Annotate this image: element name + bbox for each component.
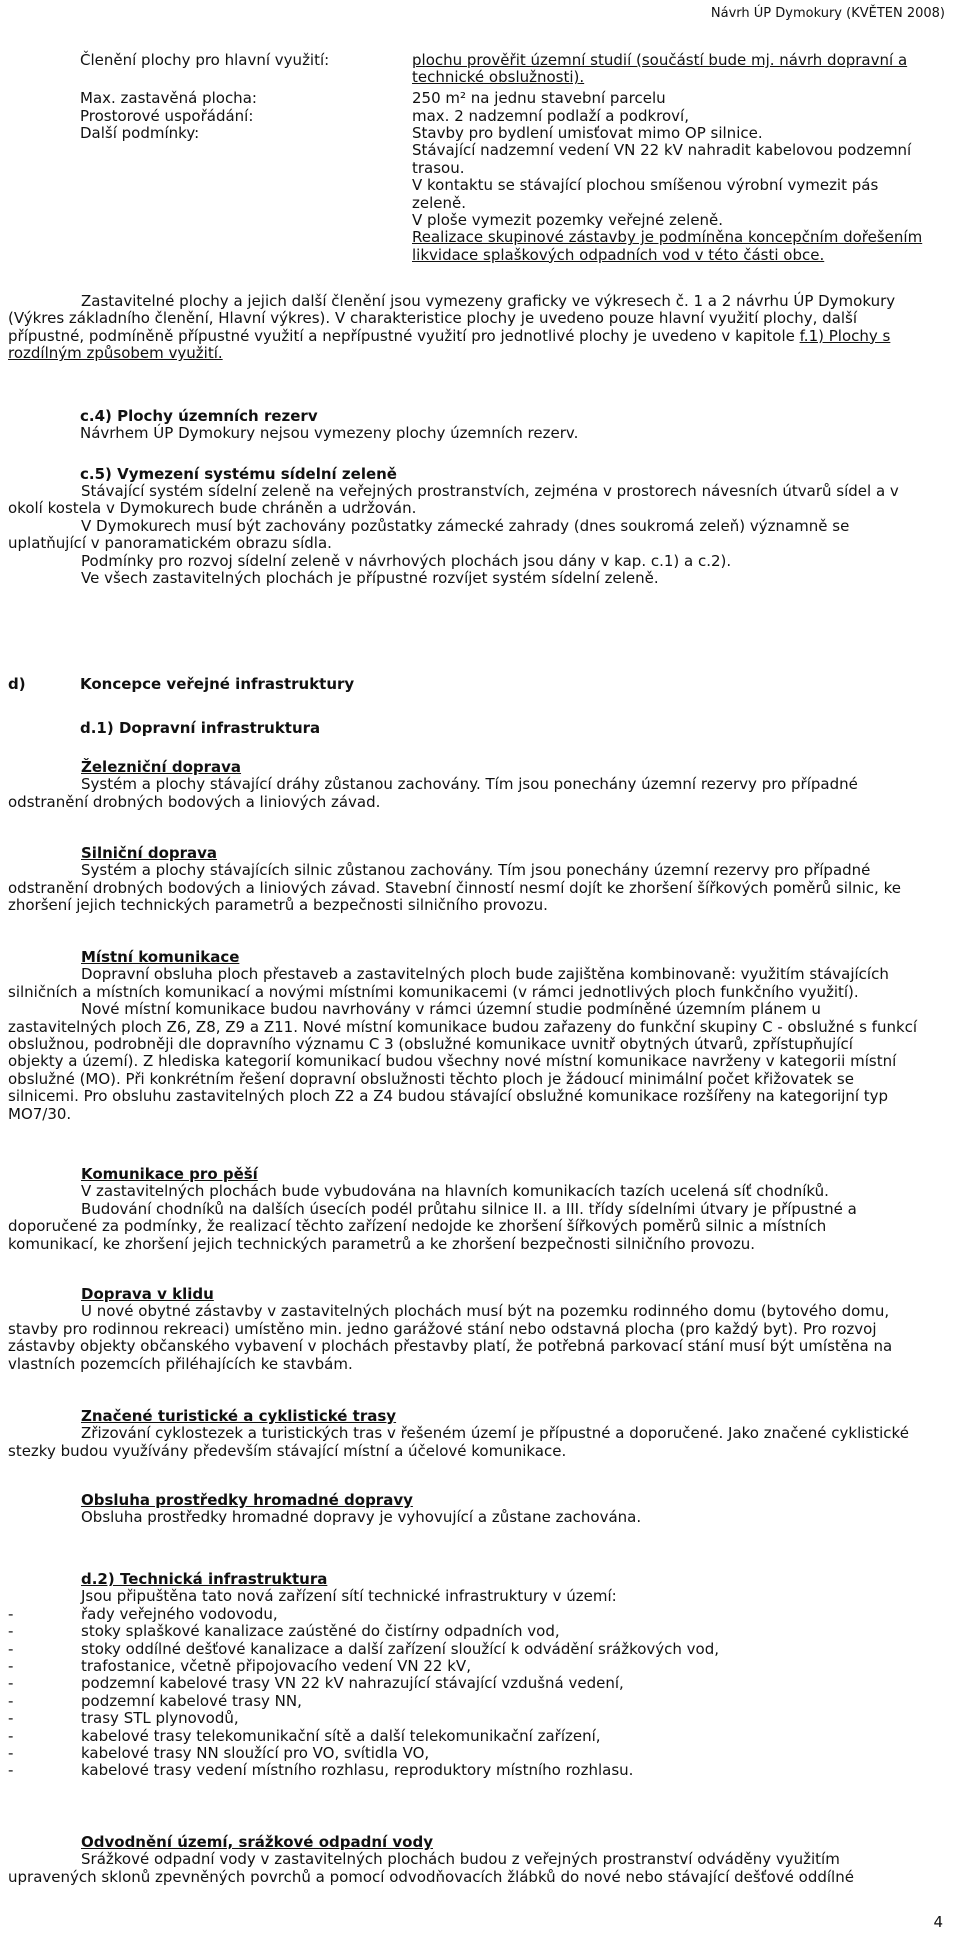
mistni-line: MO7/30. [8,1104,72,1123]
klid-block [8,1286,948,1373]
zastavitelne-line2: (Výkres základního členění, Hlavní výkres). V charakteristice plochy je uvedeno pouze hlavní využití plochy, další [8,309,858,328]
mistni-line: objekty a území). Z hlediska kategorií komunikací budou všechny nové místní komunikace navrženy v kategorii místní [8,1052,897,1071]
zastavitelne-paragraph [8,293,948,363]
pesi-block [8,1166,948,1253]
mistni-line: zastavitelných ploch Z6, Z8, Z9 a Z11. Nové místní komunikace budou zařazeny do funkční skupiny C - obslužné s funkcí [8,1017,918,1036]
subsection-title: Značené turistické a cyklistické trasy [81,1407,397,1425]
zeleznicni-line: odstranění drobných bodových a liniových závad. [8,792,381,811]
label-cleneni: Členění plochy pro hlavní využití: [80,51,330,69]
zastavitelne-line3 [8,328,948,345]
c5-line: Stávající systém sídelní zeleně na veřejných prostranstvích, zejména v prostorech návesních útvarů sídel a v [81,482,899,500]
silnicni-block [8,845,948,915]
zeleznicni-line: Systém a plochy stávající dráhy zůstanou zachovány. Tím jsou ponechány územní rezervy pro případné [81,775,858,794]
zastavitelne-line1: Zastavitelné plochy a jejich další členění jsou vymezeny graficky ve výkresech č. 1 a 2 návrhu ÚP Dymokury [81,292,896,310]
podminka-line: Stavby pro bydlení umisťovat mimo OP silnice. [412,124,763,142]
c5-line: Podmínky pro rozvoj sídelní zeleně v návrhových plochách jsou dány v kap. c.1) a c.2). [81,551,732,570]
list-item: - podzemní kabelové trasy VN 22 kV nahrazující stávající vzdušná vedení, [8,1675,948,1692]
c5-line: Ve všech zastavitelných plochách je přípustné rozvíjet systém sídelní zeleně. [81,569,659,588]
subsection-title: Komunikace pro pěší [81,1165,258,1183]
subsection-title: Silniční doprava [81,844,218,862]
label-prostorove: Prostorové uspořádání: [80,107,254,125]
page-number: 4 [933,1913,943,1931]
c5-line: okolí kostela v Dymokurech bude chráněn a udržován. [8,499,417,518]
silnicni-line: Systém a plochy stávajících silnic zůstanou zachovány. Tím jsou ponechány územní rezervy pro případné [81,861,871,880]
list-item: - řady veřejného vodovodu, [8,1606,948,1623]
klid-line: zástavby objekty občanského vybavení v plochách přestavby platí, že potřebná parkovací stání musí být umístěna na [8,1337,893,1356]
section-c5-body [8,483,948,587]
section-d2 [8,1571,948,1780]
list-item: - stoky splaškové kanalizace zaústěné do čistírny odpadních vod, [8,1623,948,1640]
mistni-block [8,949,948,1123]
mistni-line: Nové místní komunikace budou navrhovány v rámci územní studie podmíněné územním plánem u [81,1000,821,1019]
c5-line: uplatňující v panoramatickém obrazu sídla. [8,534,332,553]
kapitola-f1-link[interactable]: f.1) Plochy s [799,326,891,345]
hromadna-block [8,1492,948,1527]
zastavitelne-line4[interactable]: rozdílným způsobem využití. [8,344,223,363]
label-dalsi-podminky: Další podmínky: [80,124,200,142]
value-cleneni-line1: plochu prověřit územní studií (součástí bude mj. návrh dopravní a [412,51,908,69]
podminka-line: Stávající nadzemní vedení VN 22 kV nahradit kabelovou podzemní [412,141,912,160]
mistni-line: obslužnou, podrobněji dle dopravního významu C 3 (obslužné komunikace uvnitř obytných útvarů, zpřístupňující [8,1035,853,1054]
podminka-line: V kontaktu se stávající plochou smíšenou výrobní vymezit pás [412,176,879,195]
d2-intro: Jsou připuštěna tato nová zařízení sítí technické infrastruktury v území: [81,1587,617,1606]
c5-line: V Dymokurech musí být zachovány pozůstatky zámecké zahrady (dnes soukromá zeleň) významně se [81,516,850,535]
value-cleneni [412,52,952,87]
chapter-letter: d) [8,675,26,693]
subsection-title: Odvodnění území, srážkové odpadní vody [81,1833,433,1851]
podminka-line: trasou. [412,158,465,177]
mistni-line: obslužné (MO). Při konkrétním řešení dopravní obslužnosti těchto ploch je žádoucí minimální počet křižovatek se [8,1069,854,1088]
mistni-line: silničních a místních komunikací a novými místními komunikacemi (v rámci jednotlivých ploch funkčního využití). [8,982,859,1001]
list-item: - kabelové trasy telekomunikační sítě a další telekomunikační zařízení, [8,1728,948,1745]
odvodneni-line: upravených sklonů zpevněných povrchů a pomocí odvodňovacích žlábků do nové nebo stávající dešťové oddílné [8,1867,854,1886]
subsection-title: Železniční doprava [81,758,242,776]
mistni-line: silnicemi. Pro obsluhu zastavitelných ploch Z2 a Z4 budou stávající obslužné komunikace rozšířeny na kategorijní typ [8,1087,889,1106]
subsection-title: Obsluha prostředky hromadné dopravy [81,1491,413,1509]
turisticke-line: stezky budou využívány především stávající místní a účelové komunikace. [8,1441,567,1460]
subsection-title: Místní komunikace [81,948,240,966]
list-item: - trasy STL plynovodů, [8,1710,948,1727]
c4-text: Návrhem ÚP Dymokury nejsou vymezeny plochy územních rezerv. [80,424,579,443]
silnicni-line: odstranění drobných bodových a liniových závad. Stavební činností nesmí dojít ke zhoršení šířkových poměrů silnic, ke [8,878,901,897]
zeleznicni-block [8,759,948,811]
section-heading: c.5) Vymezení systému sídelní zeleně [80,465,397,483]
running-header: Návrh ÚP Dymokury (KVĚTEN 2008) [710,6,945,21]
odvodneni-block [8,1834,948,1886]
list-item: - podzemní kabelové trasy NN, [8,1693,948,1710]
pesi-line: doporučené za podmínky, že realizací těchto zařízení nedojde ke zhoršení šířkových poměrů silnic a místních [8,1217,827,1236]
silnicni-line: zhoršení jejich technických parametrů a bezpečnosti silničního provozu. [8,896,548,915]
section-c5-heading [80,466,940,483]
list-item: - stoky oddílné dešťové kanalizace a další zařízení sloužící k odvádění srážkových vod, [8,1641,948,1658]
realizace-line2: likvidace splaškových odpadních vod v této části obce. [412,245,825,264]
list-item: - kabelové trasy vedení místního rozhlasu, reproduktory místního rozhlasu. [8,1762,948,1779]
chapter-title: Koncepce veřejné infrastruktury [80,675,355,693]
realizace-line1: Realizace skupinové zástavby je podmíněna koncepčním dořešením [412,228,923,247]
value-prostorove: max. 2 nadzemní podlaží a podkroví, [412,107,689,125]
hromadna-text: Obsluha prostředky hromadné dopravy je vyhovující a zůstane zachována. [81,1508,642,1527]
value-dalsi-podminky [412,125,952,264]
section-d1-heading: d.1) Dopravní infrastruktura [80,719,321,737]
turisticke-block [8,1408,948,1460]
value-max-plocha: 250 m² na jednu stavební parcelu [412,89,666,107]
section-c4 [80,408,940,443]
podminka-line: zeleně. [412,193,467,212]
mistni-line: Dopravní obsluha ploch přestaveb a zastavitelných ploch bude zajištěna kombinovaně: využitím stávajících [81,965,889,984]
pesi-line: Budování chodníků na dalších úsecích podél průtahu silnice II. a III. třídy sídelními útvary je přípustné a [81,1199,857,1218]
klid-line: vlastních pozemcích přiléhajících ke stavbám. [8,1354,353,1373]
value-cleneni-line2: technické obslužnosti). [412,68,585,87]
label-max-plocha: Max. zastavěná plocha: [80,89,257,107]
klid-line: U nové obytné zástavby v zastavitelných plochách musí být na pozemku rodinného domu (bytového domu, [81,1302,890,1321]
pesi-line: komunikací, ke zhoršení jejich technických parametrů a ke zhoršení bezpečnosti silničního provozu. [8,1234,756,1253]
list-item: - kabelové trasy NN sloužící pro VO, svítidla VO, [8,1745,948,1762]
section-heading: c.4) Plochy územních rezerv [80,407,318,425]
odvodneni-line: Srážkové odpadní vody v zastavitelných plochách budou z veřejných prostranství odváděny využitím [81,1850,840,1869]
zastavitelne-line3-text: přípustné, podmíněně přípustné využití a nepřípustné využití pro jednotlivé plochy je uvedeno v kapitole [8,326,800,345]
subsection-title: Doprava v klidu [81,1285,214,1303]
klid-line: stavby pro rodinnou rekreaci) umístěno min. jedno garážové stání nebo odstavná plocha (pro každý byt). Pro rozvoj [8,1319,877,1338]
turisticke-line: Zřizování cyklostezek a turistických tras v řešeném území je přípustné a doporučené. Jako značené cyklistické [81,1424,909,1443]
section-d2-heading: d.2) Technická infrastruktura [81,1570,328,1588]
pesi-line: V zastavitelných plochách bude vybudována na hlavních komunikacích tazích ucelená síť chodníků. [81,1182,829,1201]
podminka-line: V ploše vymezit pozemky veřejné zeleně. [412,211,724,230]
list-item: - trafostanice, včetně připojovacího vedení VN 22 kV, [8,1658,948,1675]
